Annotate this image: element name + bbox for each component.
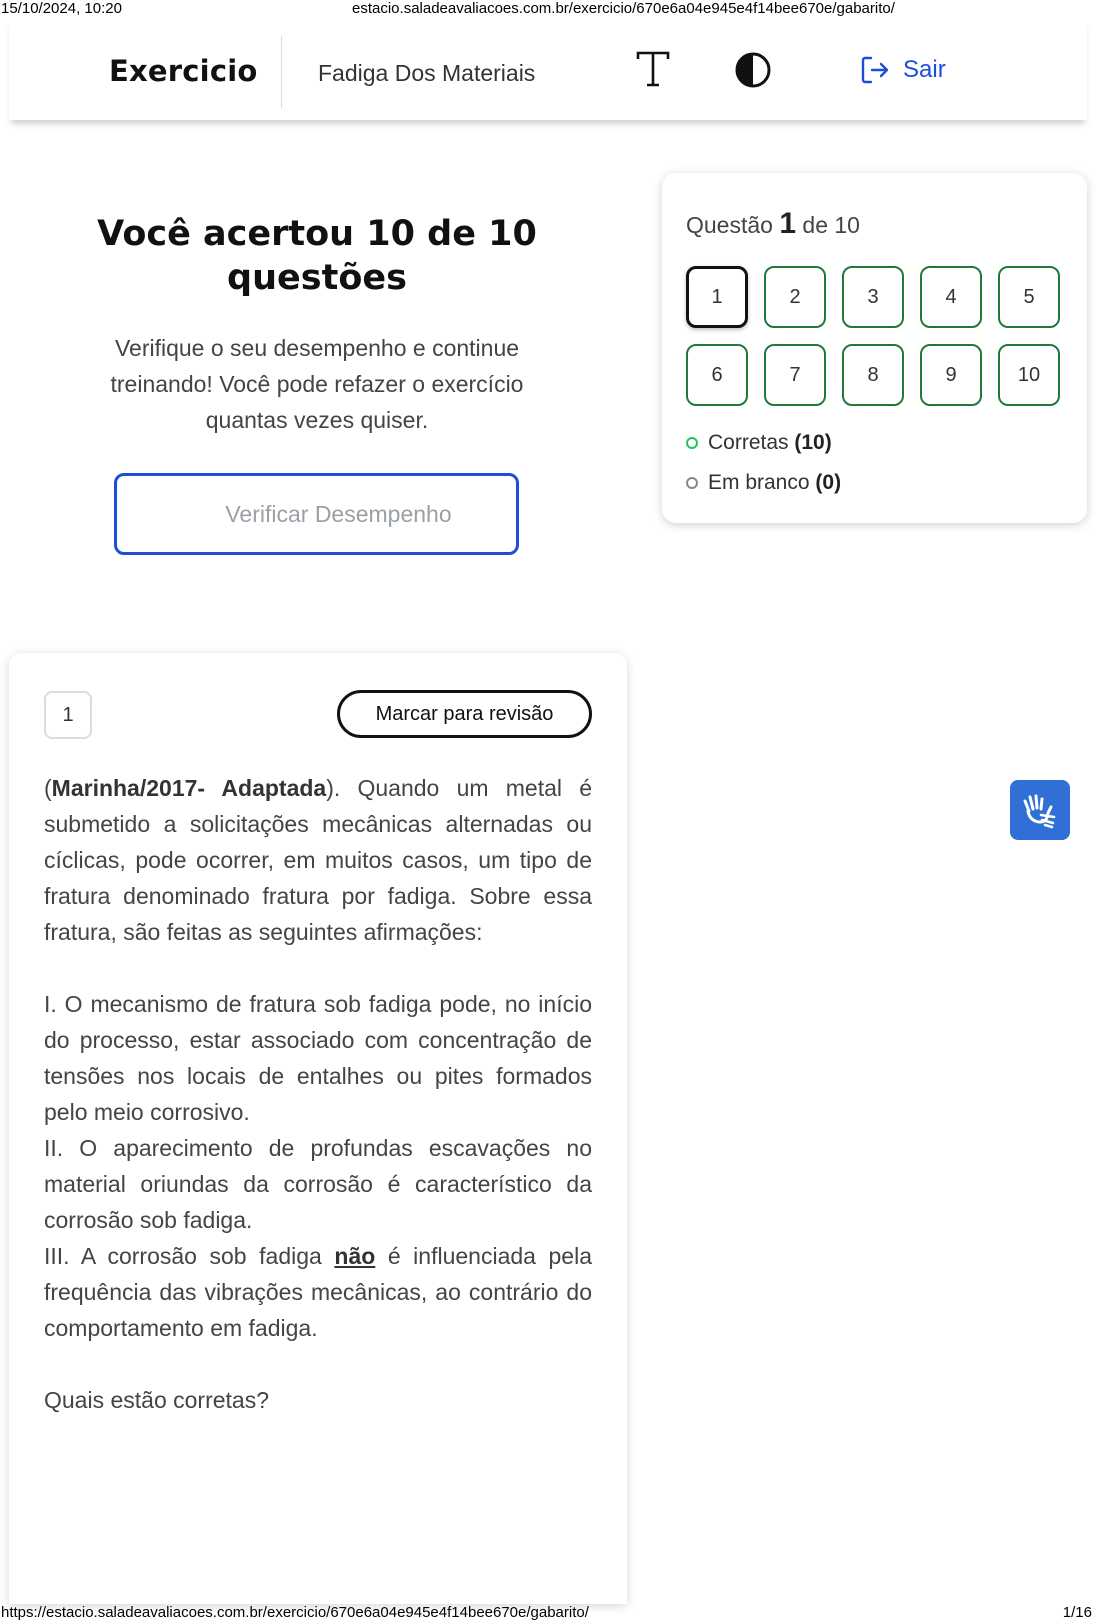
logout-button[interactable] (859, 53, 946, 87)
logout-icon (859, 54, 891, 86)
question-button-7[interactable]: 7 (764, 344, 826, 406)
question-button-4[interactable]: 4 (920, 266, 982, 328)
statement-1: I. O mecanismo de fratura sob fadiga pode, no início do processo, estar associado com concentração de tensões nos locais de entalhes ou pites formados pelo meio corrosivo. (44, 991, 592, 1125)
legend-correct-count: (10) (794, 431, 832, 454)
question-navigator (662, 173, 1087, 523)
legend-blank-count: (0) (815, 471, 842, 494)
question-number-badge: 1 (44, 691, 92, 739)
heading-suffix: de 10 (802, 212, 860, 238)
question-intro-text: ). Quando um metal é submetido a solicitações mecânicas alternadas ou cíclicas, pode ocorrer, em muitos casos, um tipo de fratura denominado fratura por fadiga. Sobre essa fratura, são feitas as seguintes afirmações: (44, 775, 592, 945)
brand-title: Exercicio (109, 54, 258, 88)
blank-dot-icon (686, 477, 698, 489)
top-navbar (9, 20, 1087, 120)
print-footer-url: https://estacio.saladeavaliacoes.com.br/exercicio/670e6a04e945e4f14bee670e/gabarito/ (1, 1604, 589, 1621)
question-intro: (Marinha/2017- Adaptada). Quando um metal é submetido a solicitações mecânicas alternadas ou cíclicas, pode ocorrer, em muitos casos, um tipo de fratura denominado fratura por fadiga. Sobre essa fratura, são feitas as seguintes afirmações: (44, 775, 592, 945)
mark-for-review-button[interactable]: Marcar para revisão (337, 690, 592, 738)
correct-dot-icon (686, 437, 698, 449)
result-title: Você acertou 10 de 10 questões (97, 214, 537, 298)
navbar-divider (281, 36, 282, 108)
question-button-2[interactable]: 2 (764, 266, 826, 328)
statement-3: III. A corrosão sob fadiga não é influenciada pela frequência das vibrações mecânicas, ao contrário do comportamento em fadiga. (44, 1243, 592, 1341)
verify-performance-button[interactable]: Verificar Desempenho (114, 473, 519, 555)
subject-title: Fadiga Dos Materiais (318, 60, 536, 86)
legend-blank-label: Em branco (708, 471, 810, 494)
legend-blank (686, 471, 841, 495)
question-button-1[interactable]: 1 (686, 266, 748, 328)
print-page-number: 1/16 (1062, 1604, 1092, 1621)
print-url: estacio.saladeavaliacoes.com.br/exercicio/670e6a04e945e4f14bee670e/gabarito/ (352, 0, 895, 17)
navigator-heading (686, 207, 860, 241)
print-datetime: 15/10/2024, 10:20 (1, 0, 122, 17)
logout-label: Sair (903, 56, 946, 83)
question-button-6[interactable]: 6 (686, 344, 748, 406)
question-button-10[interactable]: 10 (998, 344, 1060, 406)
question-text (44, 770, 592, 1418)
print-header (0, 0, 1095, 20)
question-button-3[interactable]: 3 (842, 266, 904, 328)
question-source: Marinha/2017- Adaptada (51, 775, 327, 801)
legend-correct-label: Corretas (708, 431, 789, 454)
statement-2: II. O aparecimento de profundas escavações no material oriundas da corrosão é característico da corrosão sob fadiga. (44, 1135, 592, 1233)
question-button-8[interactable]: 8 (842, 344, 904, 406)
contrast-icon[interactable] (734, 51, 772, 89)
current-question-number: 1 (779, 207, 797, 240)
print-footer (0, 1604, 1095, 1624)
heading-prefix: Questão (686, 212, 773, 238)
question-prompt: Quais estão corretas? (44, 1387, 270, 1413)
statement-3-emphasis: não (334, 1243, 376, 1269)
font-size-icon[interactable] (635, 50, 671, 88)
legend-correct (686, 431, 832, 455)
question-button-9[interactable]: 9 (920, 344, 982, 406)
result-subtitle: Verifique o seu desempenho e continue treinando! Você pode refazer o exercício quantas vezes quiser. (110, 335, 524, 433)
sign-language-button[interactable] (1010, 780, 1070, 840)
question-card (9, 653, 627, 1604)
sign-language-icon (1021, 791, 1059, 829)
question-button-5[interactable]: 5 (998, 266, 1060, 328)
